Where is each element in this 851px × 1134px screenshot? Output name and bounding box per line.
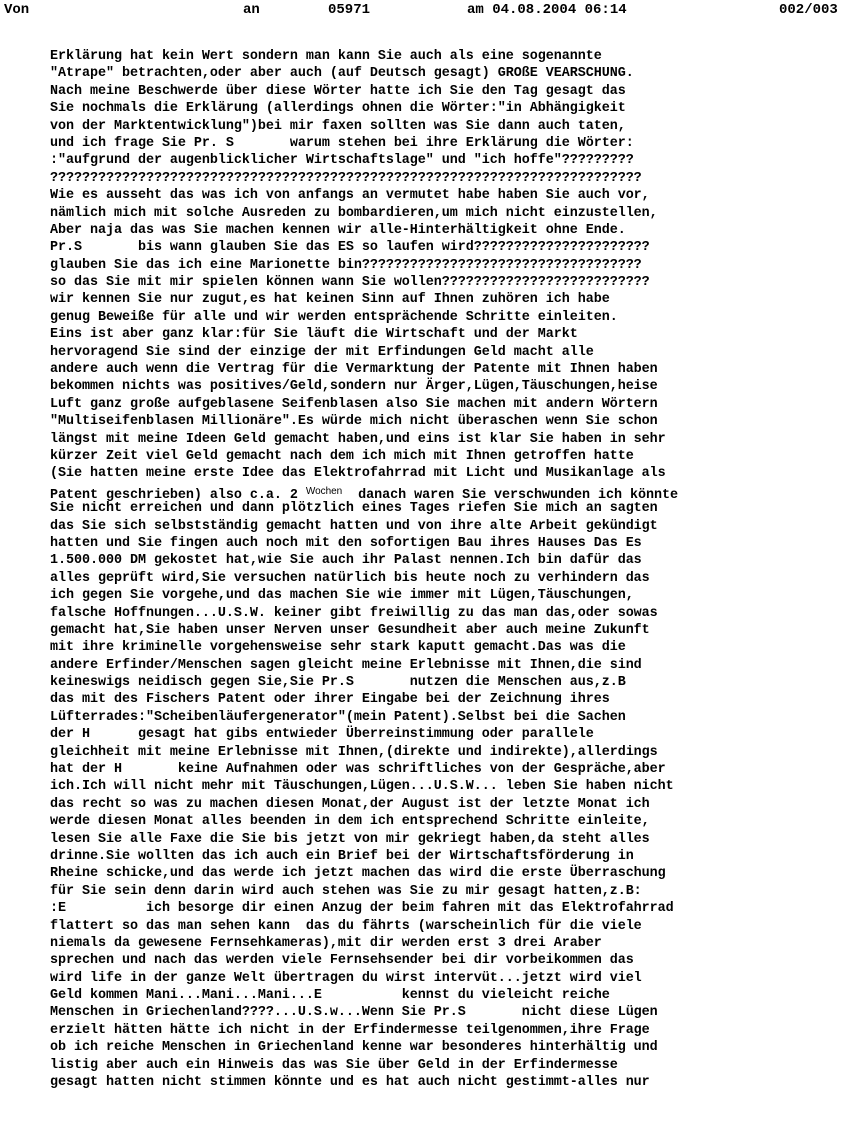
text-line: Nach meine Beschwerde über diese Wörter hatte ich Sie den Tag gesagt das bbox=[50, 83, 626, 99]
fax-header-page: 002/003 bbox=[779, 2, 838, 18]
text-line: andere Erfinder/Menschen sagen gleicht meine Erlebnisse mit Ihnen,die sind bbox=[50, 657, 642, 673]
text-line: Wie es ausseht das was ich von anfangs an vermutet habe haben Sie auch vor, bbox=[50, 188, 650, 204]
text-line: :E ich besorge dir einen Anzug der beim fahren mit das Elektrofahrrad bbox=[50, 901, 674, 917]
text-line: gesagt hatten nicht stimmen könnte und es hat auch nicht gestimmt-alles nur bbox=[50, 1075, 650, 1091]
text-line: Sie nicht erreichen und dann plötzlich eines Tages riefen Sie mich an sagten bbox=[50, 501, 658, 517]
text-line: ?????????????????????????????????????????????????????????????????????????? bbox=[50, 170, 642, 186]
text-line: andere auch wenn die Vertrag für die Vermarktung der Patente mit Ihnen haben bbox=[50, 362, 658, 378]
text-line: Sie nochmals die Erklärung (allerdings ohnen die Wörter:"in Abhängigkeit bbox=[50, 101, 626, 117]
text-line: werde diesen Monat alles beenden in dem ich entsprechend Schritte einleite, bbox=[50, 814, 650, 830]
fax-header-to: an bbox=[243, 2, 260, 18]
text-line: falsche Hoffnungen...U.S.W. keiner gibt freiwillig zu das man das,oder sowas bbox=[50, 605, 658, 621]
text-line: so das Sie mit mir spielen können wann Sie wollen?????????????????????????? bbox=[50, 275, 650, 291]
text-line: "Atrape" betrachten,oder aber auch (auf Deutsch gesagt) GROßE VEARSCHUNG. bbox=[50, 66, 634, 82]
text-line: alles geprüft wird,Sie versuchen natürlich bis heute noch zu verhindern das bbox=[50, 570, 650, 586]
text-line: Aber naja das was Sie machen kennen wir alle-Hinterhältigkeit ohne Ende. bbox=[50, 222, 626, 238]
text-line: das recht so was zu machen diesen Monat,der August ist der letzte Monat ich bbox=[50, 796, 650, 812]
text-line: genug Beweiße für alle und wir werden entsprächende Schritte einleiten. bbox=[50, 309, 618, 325]
text-line: :"aufgrund der augenblicklicher Wirtschaftslage" und "ich hoffe"????????? bbox=[50, 153, 634, 169]
text-line-start: Patent geschrieben) also c.a. 2 bbox=[50, 487, 306, 503]
text-line: (Sie hatten meine erste Idee das Elektrofahrrad mit Licht und Musikanlage als bbox=[50, 466, 666, 482]
text-line: von der Marktentwicklung")bei mir faxen sollten was Sie dann auch taten, bbox=[50, 118, 626, 134]
text-line: Rheine schicke,und das werde ich jetzt machen das wird die erste Überraschung bbox=[50, 866, 666, 882]
text-line-end: danach waren Sie verschwunden ich könnte bbox=[342, 487, 678, 503]
text-line: listig aber auch ein Hinweis das was Sie über Geld in der Erfindermesse bbox=[50, 1057, 618, 1073]
text-line: lesen Sie alle Faxe die Sie bis jetzt von mir gekriegt haben,da steht alles bbox=[50, 831, 650, 847]
fax-header-from: Von bbox=[4, 2, 30, 18]
text-line: Erklärung hat kein Wert sondern man kann Sie auch als eine sogenannte bbox=[50, 49, 602, 64]
text-line: Menschen in Griechenland????...U.S.w...Wenn Sie Pr.S nicht diese Lügen bbox=[50, 1005, 658, 1021]
text-line: hervoragend Sie sind der einzige der mit Erfindungen Geld macht alle bbox=[50, 344, 594, 360]
text-line: sprechen und nach das werden viele Fernsehsender bei dir vorbeikommen das bbox=[50, 953, 634, 969]
text-line: Geld kommen Mani...Mani...Mani...E kennst du vieleicht reiche bbox=[50, 988, 610, 1004]
text-line: für Sie sein denn darin wird auch stehen was Sie zu mir gesagt hatten,z.B: bbox=[50, 883, 642, 899]
fax-header-number: 05971 bbox=[328, 2, 371, 18]
text-line: glauben Sie das ich eine Marionette bin??????????????????????????????????? bbox=[50, 257, 642, 273]
text-line: hatten und Sie fingen auch noch mit den sofortigen Bau ihres Hauses Das Es bbox=[50, 535, 642, 551]
text-line: Luft ganz große aufgeblasene Seifenblasen also Sie machen mit andern Wörtern bbox=[50, 396, 658, 412]
text-line bbox=[50, 483, 850, 503]
text-line: bekommen nichts was positives/Geld,sondern nur Ärger,Lügen,Täuschungen,heise bbox=[50, 379, 658, 395]
text-line: ich.Ich will nicht mehr mit Täuschungen,Lügen...U.S.W... leben Sie haben nicht bbox=[50, 779, 674, 795]
text-line: Pr.S bis wann glauben Sie das ES so laufen wird?????????????????????? bbox=[50, 240, 650, 256]
text-line: Eins ist aber ganz klar:für Sie läuft die Wirtschaft und der Markt bbox=[50, 327, 578, 343]
text-line: wir kennen Sie nur zugut,es hat keinen Sinn auf Ihnen zuhören ich habe bbox=[50, 292, 610, 308]
text-line: gemacht hat,Sie haben unser Nerven unser Gesundheit aber auch meine Zukunft bbox=[50, 622, 650, 638]
text-line: ich gegen Sie vorgehe,und das machen Sie wie immer mit Lügen,Täuschungen, bbox=[50, 588, 634, 604]
text-line: wird life in der ganze Welt übertragen du wirst intervüt...jetzt wird viel bbox=[50, 970, 642, 986]
text-line: nämlich mich mit solche Ausreden zu bombardieren,um mich nicht einzustellen, bbox=[50, 205, 658, 221]
text-line: hat der H keine Aufnahmen oder was schriftliches von der Gespräche,aber bbox=[50, 762, 666, 778]
text-line: niemals da gewesene Fernsehkameras),mit dir werden erst 3 drei Araber bbox=[50, 935, 602, 951]
text-line: gleichheit mit meine Erlebnisse mit Ihnen,(direkte und indirekte),allerdings bbox=[50, 744, 658, 760]
fax-header-date: am 04.08.2004 06:14 bbox=[467, 2, 627, 18]
text-line: mit ihre kriminelle vorgehensweise sehr stark kaputt gemacht.Das was die bbox=[50, 640, 626, 656]
text-line: längst mit meine Ideen Geld gemacht haben,und eins ist klar Sie haben in sehr bbox=[50, 431, 666, 447]
text-line: das Sie sich selbstständig gemacht hatten und von ihre alte Arbeit gekündigt bbox=[50, 518, 658, 534]
text-line: "Multiseifenblasen Millionäre".Es würde mich nicht überaschen wenn Sie schon bbox=[50, 414, 658, 430]
text-line: ob ich reiche Menschen in Griechenland kenne war besonderes hinterhältig und bbox=[50, 1040, 658, 1056]
text-line: der H gesagt hat gibs entwieder Überreinstimmung oder parallele bbox=[50, 727, 594, 743]
text-line: das mit des Fischers Patent oder ihrer Eingabe bei der Zeichnung ihres bbox=[50, 692, 610, 708]
text-line: flattert so das man sehen kann das du fährts (warscheinlich für die viele bbox=[50, 918, 642, 934]
text-line: kürzer Zeit viel Geld gemacht nach dem ich mich mit Ihnen getroffen hatte bbox=[50, 448, 634, 464]
inserted-word: Wochen bbox=[305, 485, 343, 497]
text-line: 1.500.000 DM gekostet hat,wie Sie auch ihr Palast nennen.Ich bin dafür das bbox=[50, 553, 642, 569]
text-line: erzielt hätten hätte ich nicht in der Erfindermesse teilgenommen,ihre Frage bbox=[50, 1022, 650, 1038]
letter-body bbox=[50, 48, 850, 1091]
text-line: drinne.Sie wollten das ich auch ein Brief bei der Wirtschaftsförderung in bbox=[50, 848, 634, 864]
text-line: Lüfterrades:"Scheibenläufergenerator"(mein Patent).Selbst bei die Sachen bbox=[50, 709, 626, 725]
text-line: und ich frage Sie Pr. S warum stehen bei ihre Erklärung die Wörter: bbox=[50, 135, 634, 151]
text-line: keineswigs neidisch gegen Sie,Sie Pr.S nutzen die Menschen aus,z.B bbox=[50, 675, 626, 691]
